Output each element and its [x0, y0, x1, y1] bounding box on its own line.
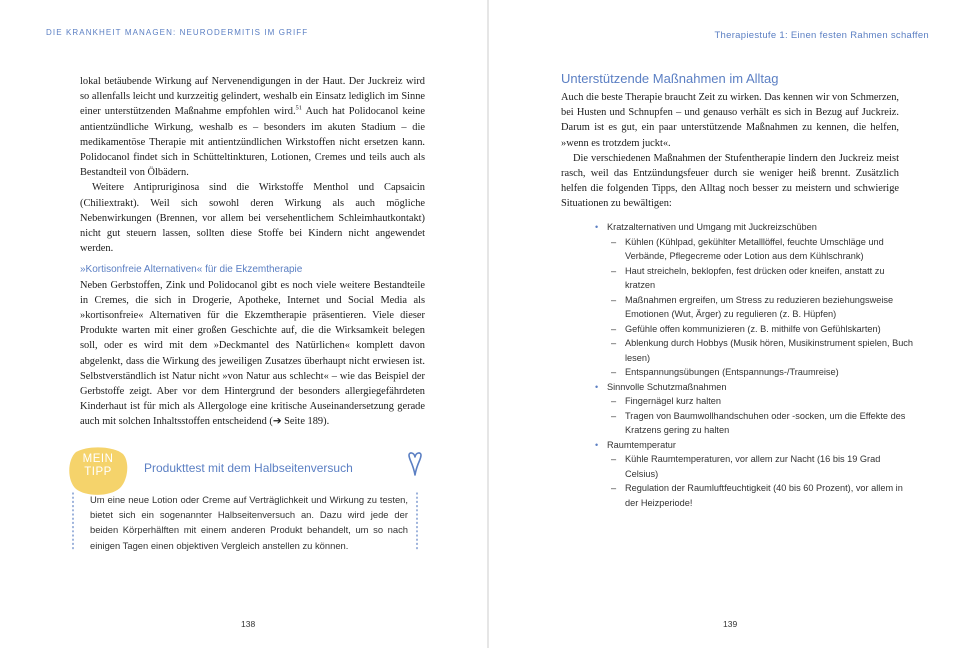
paragraph: Weitere Antipruriginosa sind die Wirkstoffe Menthol und Capsaicin (Chiliextrakt). Weil sich sowohl deren Wirkung als auch mögliche Nebenwirkungen (Brennen, vor allem bei versehentlichem Schleimhautkontakt) nicht gut steuern lassen, sollten diese Stoffe bei Kindern nicht angewendet werden. — [80, 182, 425, 255]
right-body-text — [561, 90, 899, 212]
tip-paragraph: Um eine neue Lotion oder Creme auf Verträglichkeit und Wirkung zu testen, bietet sich ein sogenannter Halbseitenversuch an. Dazu wird jede der beiden Körperhälften mit einem anderen Produkt behandelt, um so nach einigen Tagen einen objektiven Vergleich anstellen zu können. — [90, 494, 408, 551]
sub-list-item-text: Ablenkung durch Hobbys (Musik hören, Musikinstrument spielen, Buch lesen) — [625, 338, 914, 363]
measures-list — [595, 220, 915, 510]
heart-icon — [407, 451, 423, 477]
dash-icon: – — [611, 483, 617, 493]
dash-icon: – — [611, 338, 617, 348]
sub-list-item — [607, 481, 915, 510]
tip-badge — [68, 446, 128, 496]
bullet-icon: • — [595, 381, 599, 392]
section-heading: Unterstützende Maßnahmen im Alltag — [561, 71, 779, 86]
dash-icon: – — [611, 236, 617, 247]
list-item-label: Sinnvolle Schutzmaßnahmen — [607, 381, 727, 392]
sub-list-item — [607, 394, 915, 409]
tip-badge-label — [72, 453, 124, 479]
sub-list-item-text: Kühle Raumtemperaturen, vor allem zur Nacht (16 bis 19 Grad Celsius) — [625, 454, 881, 479]
sub-list-item — [607, 409, 915, 438]
page-number-left: 138 — [241, 619, 256, 629]
paragraph: Die verschiedenen Maßnahmen der Stufentherapie lindern den Juckreiz meist rasch, weil das Entzündungsfeuer durch sie weniger heiß brennt. Zusätzlich helfen die folgenden Tipps, den Alltag noch besser zu meistern und schwierige Situationen zu bewältigen: — [561, 152, 899, 210]
sub-list-item-text: Gefühle offen kommunizieren (z. B. mithilfe von Gefühlskarten) — [625, 323, 881, 334]
sub-list-item — [607, 235, 915, 264]
sub-list-item-text: Maßnahmen ergreifen, um Stress zu reduzieren beziehungsweise Emotionen (Wut, Ärger) zu regulieren (z. B. Hüpfen) — [625, 294, 894, 319]
paragraph-text: Auch hat Polidocanol keine antientzündliche Wirkung, weshalb es – besonders im akuten Stadium – die medikamentöse Therapie mit antientzündlichen Wirkstoffen nicht ersetzen kann. Polidocanol findet sich in Schütteltinkturen, Lotionen, Cremes und teils auch als Bestandteil von Ölbädern. — [80, 106, 425, 179]
tip-badge-line: TIPP — [84, 466, 112, 478]
sub-list-item — [607, 264, 915, 293]
running-head-left: DIE KRANKHEIT MANAGEN: NEURODERMITIS IM GRIFF — [46, 28, 309, 37]
sub-list-item-text: Entspannungsübungen (Entspannungs-/Traumreise) — [625, 367, 839, 377]
sub-list-item — [607, 336, 915, 365]
sub-list-item — [607, 322, 915, 337]
sub-list-item — [607, 452, 915, 481]
subheading: »Kortisonfreie Alternativen« für die Ekzemtherapie — [80, 264, 303, 276]
list-item — [595, 380, 915, 438]
tip-box — [68, 446, 438, 556]
left-page — [0, 0, 488, 648]
page-number-right: 139 — [723, 619, 738, 629]
bullet-icon: • — [595, 439, 599, 450]
sub-list-item-text: Fingernägel kurz halten — [625, 396, 722, 406]
sub-list-item — [607, 293, 915, 322]
sub-list-item-text: Kühlen (Kühlpad, gekühlter Metalllöffel, feuchte Umschläge und Verbände, Pflegecreme oder Lotion aus dem Kühlschrank) — [625, 236, 884, 261]
tip-text — [90, 492, 408, 553]
paragraph: Auch die beste Therapie braucht Zeit zu wirken. Das kennen wir von Schmerzen, bei Husten und Schnupfen – und genauso verhält es sich in Bezug auf Juckreiz. Darum ist es gut, ein paar unterstützende Maßnahmen zu kennen, die helfen, »wenn es trotzdem juckt«. — [561, 92, 899, 149]
tip-title: Produkttest mit dem Halbseitenversuch — [144, 461, 353, 475]
list-item — [595, 438, 915, 511]
left-body-text — [80, 74, 425, 430]
dash-icon: – — [611, 454, 617, 464]
paragraph — [80, 74, 425, 180]
sub-list-item-text: Regulation der Raumluftfeuchtigkeit (40 bis 60 Prozent), vor allem in der Heizperiode! — [625, 483, 903, 508]
dash-icon: – — [611, 265, 617, 276]
list-item-label: Raumtemperatur — [607, 439, 676, 450]
dash-icon: – — [611, 323, 617, 334]
running-head-right: Therapiestufe 1: Einen festen Rahmen schaffen — [714, 30, 929, 41]
dash-icon: – — [611, 396, 617, 406]
bullet-icon: • — [595, 222, 599, 232]
dotted-rule-left — [72, 492, 74, 550]
dotted-rule-right — [416, 492, 418, 550]
dash-icon: – — [611, 294, 617, 305]
sub-list-item-text: Tragen von Baumwollhandschuhen oder -socken, um die Effekte des Kratzens gering zu halten — [625, 410, 906, 435]
dash-icon: – — [611, 367, 617, 377]
dash-icon: – — [611, 410, 617, 421]
tip-badge-line: MEIN — [82, 453, 114, 465]
list-item — [595, 220, 915, 380]
list-item-label: Kratzalternativen und Umgang mit Juckreizschüben — [607, 222, 817, 232]
paragraph: Neben Gerbstoffen, Zink und Polidocanol gibt es noch viele weitere Bestandteile in Cremes, die sich in Drogerie, Apotheke, Internet und Social Media als »kortisonfreie« Alternativen für die Ekzemtherapie präsentieren. Viele dieser Produkte warten mit einer großen Geschichte auf, die die Wirksamkeit belegen soll, oder es wird mit dem »Deckmantel des Natürlichen« komplett davon abgelenkt, dass die Wirkung des jeweiligen Zusatzes überhaupt nicht erwiesen ist. Selbstverständlich ist Natur nicht »von Natur aus schlecht« – wie das Beispiel der Gerbstoffe zeigt. Aber vor dem Hintergrund der besonders allergiegefährdeten Kinderhaut ist für mich als Allergologe eine kritische Auseinandersetzung gerade auch mit solchen Inhaltsstoffen entscheidend (➔ Seite 189). — [80, 279, 425, 428]
sub-list-item — [607, 365, 915, 380]
sub-list-item-text: Haut streicheln, beklopfen, fest drücken oder kneifen, anstatt zu kratzen — [625, 265, 885, 290]
footnote-reference: 51 — [295, 104, 303, 112]
paragraph-text: lokal betäubende Wirkung auf Nervenendigungen in der Haut. Der Juckreiz wird so allenfalls leicht und kurzzeitig gelindert, weshalb ein Einsatz lediglich im Sinne einer unterstützenden Maßnahme empfohlen wird. — [80, 76, 425, 118]
right-page — [489, 0, 977, 648]
